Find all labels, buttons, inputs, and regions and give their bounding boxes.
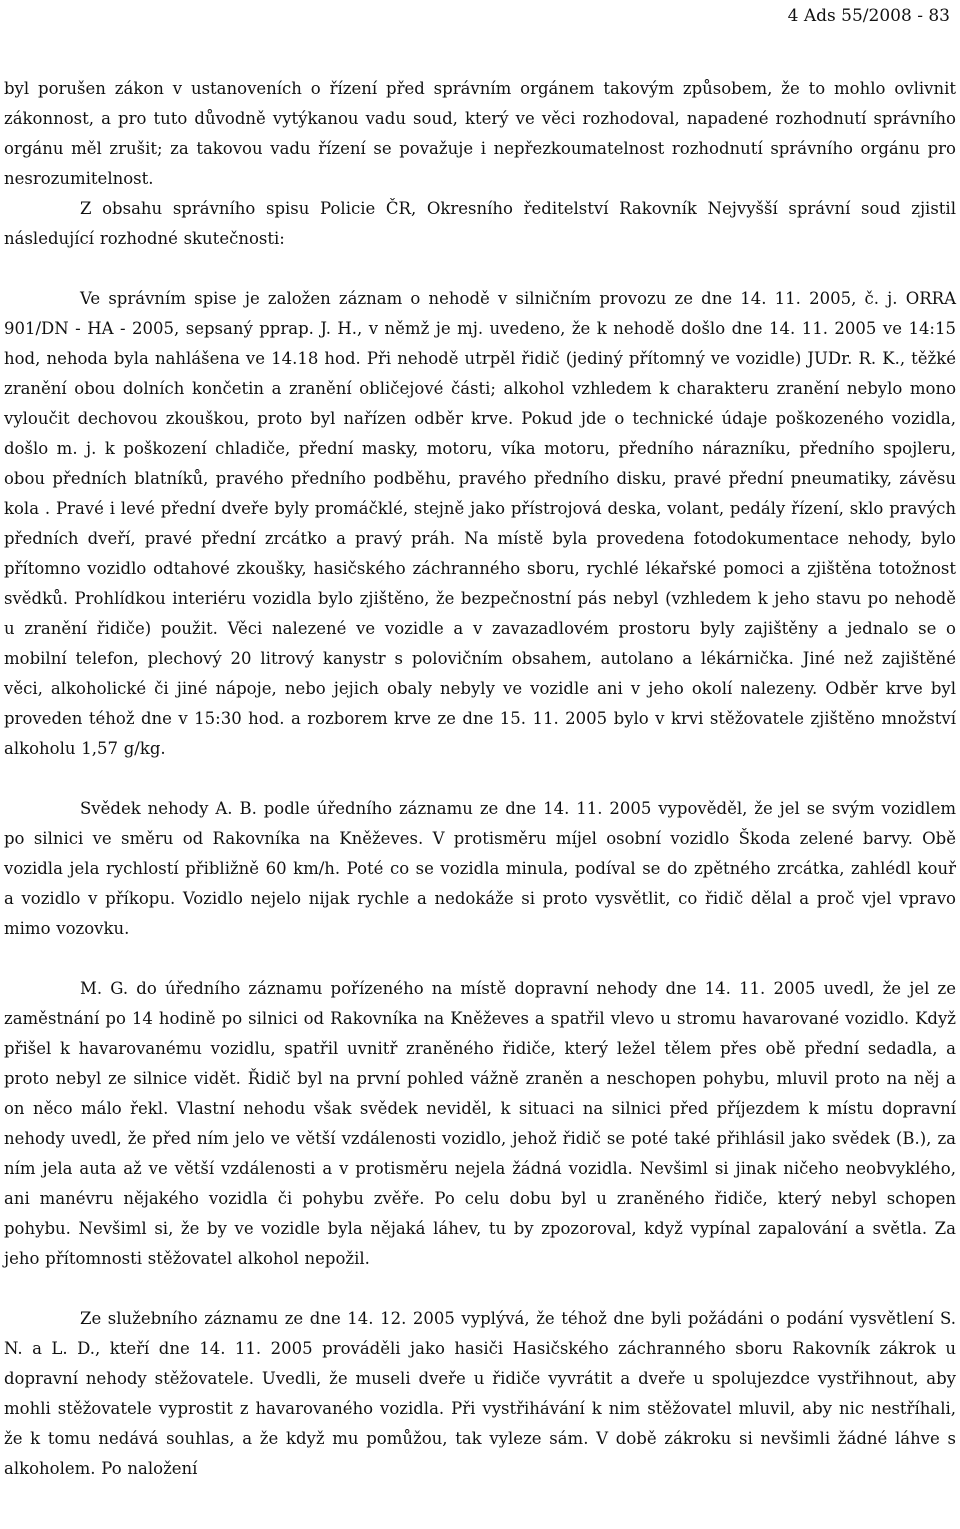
paragraph-witness-ab: Svědek nehody A. B. podle úředního záznamu ze dne 14. 11. 2005 vypověděl, že jel se svým vozidlem po silnici ve směru od Rakovníka na Kněževes. V protisměru míjel osobní vozidlo Škoda zelené barvy. Obě vozidla jela rychlostí přibližně 60 km/h. Poté co se vozidla minula, podíval se do zpětného zrcátka, zahlédl kouř a vozidlo v příkopu. Vozidlo nejelo nijak rychle a nedokáže si proto vysvětlit, co řidič dělal a proč vjel vpravo mimo vozovku. [4, 799, 956, 938]
paragraph-intro: byl porušen zákon v ustanoveních o řízení před správním orgánem takovým způsobem, že to mohlo ovlivnit zákonnost, a pro tuto důvodně vytýkanou vadu soud, který ve věci rozhodoval, napadené rozhodnutí správního orgánu měl zrušit; za takovou vadu řízení se považuje i nepřezkoumatelnost rozhodnutí správního orgánu pro nesrozumitelnost. [4, 79, 956, 188]
paragraph-findings-intro: Z obsahu správního spisu Policie ČR, Okresního ředitelství Rakovník Nejvyšší správní soud zjistil následující rozhodné skutečnosti: [4, 199, 956, 248]
paragraph-accident-record: Ve správním spise je založen záznam o nehodě v silničním provozu ze dne 14. 11. 2005, č. j. ORRA 901/DN - HA - 2005, sepsaný pprap. J. H., v němž je mj. uvedeno, že k nehodě došlo dne 14. 11. 2005 ve 14:15 hod, nehoda byla nahlášena ve 14.18 hod. Při nehodě utrpěl řidič (jediný přítomný ve vozidle) JUDr. R. K., těžké zranění obou dolních končetin a zranění obličejové části; alkohol vzhledem k charakteru zranění nebylo mono vyloučit dechovou zkouškou, proto byl nařízen odběr krve. Pokud jde o technické údaje poškozeného vozidla, došlo m. j. k poškození chladiče, přední masky, motoru, víka motoru, předního nárazníku, předního spojleru, obou předních blatníků, pravého předního podběhu, pravého předního disku, pravé přední pneumatiky, závěsu kola . Pravé i levé přední dveře byly promáčklé, stejně jako přístrojová deska, volant, pedály řízení, sklo pravých předních dveří, pravé přední zrcátko a pravý práh. Na místě byla provedena fotodokumentace nehody, bylo přítomno vozidlo odtahové zkoušky, hasičského záchranného sboru, rychlé lékařské pomoci a zjištěna totožnost svědků. Prohlídkou interiéru vozidla bylo zjištěno, že bezpečnostní pás nebyl (vzhledem k jeho stavu po nehodě u zranění řidiče) použit. Věci nalezené ve vozidle a v zavazadlovém prostoru byly zajištěny a jednalo se o mobilní telefon, plechový 20 litrový kanystr s polovičním obsahem, autolano a lékárnička. Jiné než zajištěné věci, alkoholické či jiné nápoje, nebo jejich obaly nebyly ve vozidle ani v jeho okolí nalezeny. Odběr krve byl proveden téhož dne v 15:30 hod. a rozborem krve ze dne 15. 11. 2005 bylo v krvi stěžovatele zjištěno množství alkoholu 1,57 g/kg. [4, 289, 956, 758]
paragraph-service-record: Ze služebního záznamu ze dne 14. 12. 2005 vyplývá, že téhož dne byli požádáni o podání vysvětlení S. N. a L. D., kteří dne 14. 11. 2005 prováděli jako hasiči Hasičského záchranného sboru Rakovník zákrok u dopravní nehody stěžovatele. Uvedli, že museli dveře u řidiče vyvrátit a dveře u spolujezdce vystřihnout, aby mohli stěžovatele vyprostit z havarovaného vozidla. Při vystřihávání k nim stěžovatel mluvil, aby nic nestříhali, že k tomu nedává souhlas, a že když mu pomůžou, tak vyleze sám. V době zákroku si nevšimli žádné láhve s alkoholem. Po naložení [4, 1309, 956, 1478]
paragraph-witness-mg: M. G. do úředního záznamu pořízeného na místě dopravní nehody dne 14. 11. 2005 uvedl, že jel ze zaměstnání po 14 hodině po silnici od Rakovníka na Kněževes a spatřil vlevo u stromu havarované vozidlo. Když přišel k havarovanému vozidlu, spatřil uvnitř zraněného řidiče, který ležel tělem přes obě přední sedadla, a proto nebyl ze silnice vidět. Řidič byl na první pohled vážně zraněn a neschopen pohybu, mluvil proto na něj a on něco málo řekl. Vlastní nehodu však svědek neviděl, k situaci na silnici před příjezdem k místu dopravní nehody uvedl, že před ním jelo ve větší vzdálenosti vozidlo, jehož řidič se poté také přihlásil jako svědek (B.), za ním jela auta až ve větší vzdálenosti a v protisměru nejela žádná vozidla. Nevšiml si jinak ničeho neobvyklého, ani manévru nějakého vozidla či pohybu zvěře. Po celu dobu byl u zraněného řidiče, který nebyl schopen pohybu. Nevšiml si, že by ve vozidle byla nějaká láhev, tu by zpozoroval, když vypínal zapalování a světla. Za jeho přítomnosti stěžovatel alkohol nepožil. [4, 979, 956, 1268]
document-body [4, 74, 956, 1484]
page-reference: 4 Ads 55/2008 - 83 [787, 6, 950, 26]
